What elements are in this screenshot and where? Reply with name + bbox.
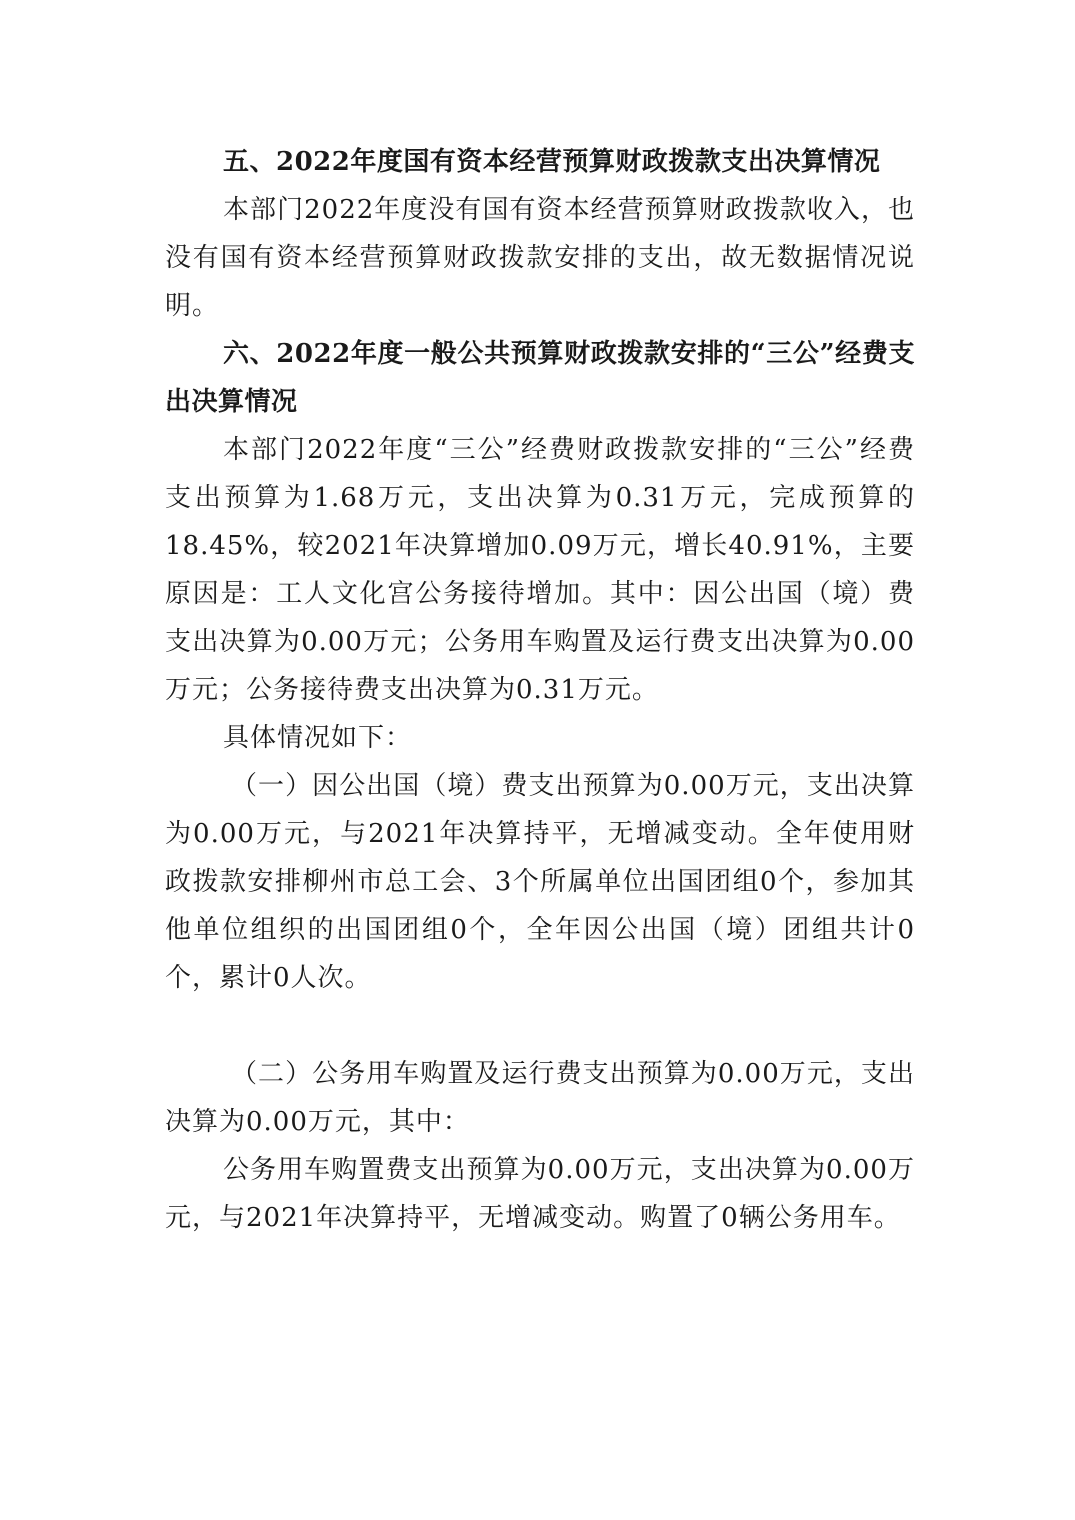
detail-intro: 具体情况如下：: [223, 723, 413, 753]
item-2-official-vehicles: （二）公务用车购置及运行费支出预算为0.00万元，支出决算为0.00万元，其中：: [165, 1059, 915, 1137]
document-page: [165, 138, 915, 1242]
section-5-heading: 五、2022年度国有资本经营预算财政拨款支出决算情况: [223, 147, 881, 177]
section-6-heading: 六、2022年度一般公共预算财政拨款安排的“三公”经费支出决算情况: [165, 339, 915, 417]
item-2-vehicle-purchase: 公务用车购置费支出预算为0.00万元，支出决算为0.00万元，与2021年决算持平，无增减变动。购置了0辆公务用车。: [165, 1155, 915, 1233]
item-1-overseas-travel: （一）因公出国（境）费支出预算为0.00万元，支出决算为0.00万元，与2021年决算持平，无增减变动。全年使用财政拨款安排柳州市总工会、3个所属单位出国团组0个，参加其他单位组织的出国团组0个，全年因公出国（境）团组共计0个，累计0人次。: [165, 771, 915, 993]
section-5-body: 本部门2022年度没有国有资本经营预算财政拨款收入，也没有国有资本经营预算财政拨款安排的支出，故无数据情况说明。: [165, 195, 915, 321]
blank-line: [165, 1002, 915, 1050]
section-6-body: 本部门2022年度“三公”经费财政拨款安排的“三公”经费支出预算为1.68万元，支出决算为0.31万元，完成预算的18.45%，较2021年决算增加0.09万元，增长40.91%，主要原因是：工人文化宫公务接待增加。其中：因公出国（境）费支出决算为0.00万元；公务用车购置及运行费支出决算为0.00万元；公务接待费支出决算为0.31万元。: [165, 435, 915, 705]
